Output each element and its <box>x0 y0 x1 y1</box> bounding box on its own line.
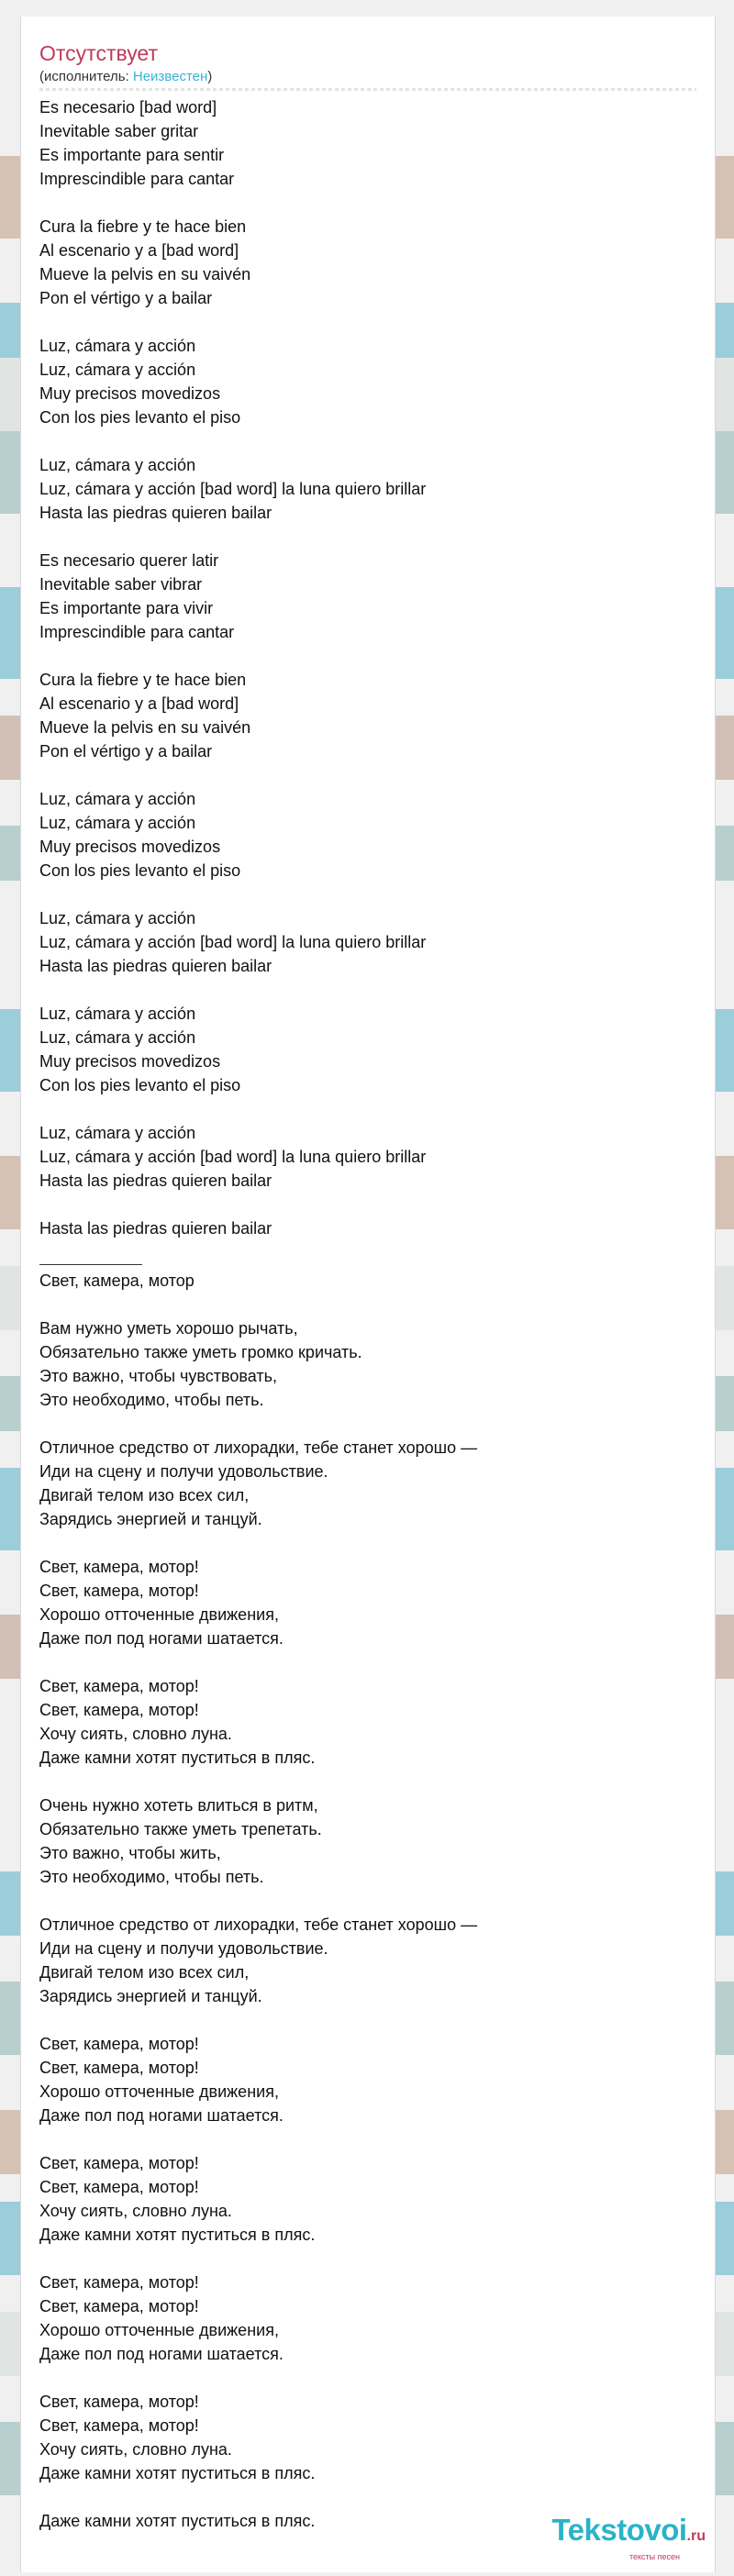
lyric-line: Свет, камера, мотор! <box>39 2154 199 2172</box>
lyric-line: Luz, cámara y acción <box>39 1124 196 1142</box>
lyric-line: Зарядись энергией и танцуй. <box>39 1987 262 2005</box>
stanza <box>39 215 696 310</box>
lyric-line: Muy precisos movedizos <box>39 1052 221 1071</box>
lyric-line: Hasta las piedras quieren bailar <box>39 504 272 522</box>
lyric-line: Свет, камера, мотор <box>39 1271 195 1290</box>
lyric-line: Inevitable saber vibrar <box>39 575 203 594</box>
lyric-line: Даже пол под ногами шатается. <box>39 1629 284 1648</box>
lyric-line: Inevitable saber gritar <box>39 122 199 140</box>
lyric-line: Luz, cámara y acción <box>39 909 196 927</box>
lyric-line: Luz, cámara y acción <box>39 361 196 379</box>
lyric-line: Даже пол под ногами шатается. <box>39 2345 284 2363</box>
artist-suffix: ) <box>207 69 213 84</box>
lyric-line: Pon el vértigo y a bailar <box>39 289 213 307</box>
lyric-line: Al escenario y a [bad word] <box>39 694 239 713</box>
lyric-line: Хочу сиять, словно луна. <box>39 2440 232 2459</box>
lyric-line: Хорошо отточенные движения, <box>39 1605 279 1624</box>
stanza <box>39 1269 696 1293</box>
stanza <box>39 2390 696 2485</box>
translated-lyrics <box>39 1269 696 2533</box>
lyric-line: Свет, камера, мотор! <box>39 2035 199 2053</box>
lyric-line: Свет, камера, мотор! <box>39 2416 199 2435</box>
stanza <box>39 334 696 429</box>
lyric-line: Luz, cámara y acción <box>39 790 196 808</box>
page-title: Отсутствует <box>39 41 158 65</box>
lyric-line: Imprescindible para cantar <box>39 170 235 188</box>
stanza <box>39 1121 696 1193</box>
header-separator <box>39 88 696 91</box>
stanza <box>39 787 696 883</box>
lyric-line: Mueve la pelvis en su vaivén <box>39 265 251 283</box>
lyric-line: Это важно, чтобы жить, <box>39 1844 221 1862</box>
lyric-line: Свет, камера, мотор! <box>39 2273 199 2292</box>
lyric-line: Это необходимо, чтобы петь. <box>39 1868 264 1886</box>
stanza <box>39 549 696 644</box>
lyric-line: Hasta las piedras quieren bailar <box>39 957 272 975</box>
stanza <box>39 668 696 763</box>
lyric-line: Cura la fiebre y te hace bien <box>39 217 247 236</box>
lyric-line: Con los pies levanto el piso <box>39 408 241 427</box>
lyric-line: Хорошо отточенные движения, <box>39 2321 279 2339</box>
logo-name: Tekstovoi <box>551 2513 687 2547</box>
stanza <box>39 1555 696 1650</box>
lyric-line: Иди на сцену и получи удовольствие. <box>39 1939 328 1958</box>
lyrics-card <box>20 17 716 2572</box>
lyric-line: Даже камни хотят пуститься в пляс. <box>39 1749 316 1767</box>
lyric-line: Иди на сцену и получи удовольствие. <box>39 1462 328 1481</box>
lyric-line: Свет, камера, мотор! <box>39 1677 199 1695</box>
lyric-line: Luz, cámara y acción <box>39 337 196 355</box>
lyric-line: Imprescindible para cantar <box>39 623 235 641</box>
lyric-line: Muy precisos movedizos <box>39 384 221 403</box>
stanza <box>39 95 696 191</box>
lyric-line: Свет, камера, мотор! <box>39 1701 199 1719</box>
lyric-line: Es importante para vivir <box>39 599 214 617</box>
original-lyrics <box>39 95 696 1240</box>
lyric-line: Es necesario [bad word] <box>39 98 217 117</box>
lyric-line: Зарядись энергией и танцуй. <box>39 1510 262 1528</box>
lyric-line: Luz, cámara y acción [bad word] la luna quiero brillar <box>39 933 427 951</box>
lyric-line: Con los pies levanto el piso <box>39 861 241 880</box>
lyric-line: Свет, камера, мотор! <box>39 2297 199 2315</box>
lyric-line: Это важно, чтобы чувствовать, <box>39 1367 277 1385</box>
stanza <box>39 453 696 525</box>
lyric-line: Даже камни хотят пуститься в пляс. <box>39 2464 316 2482</box>
lyric-line: Хорошо отточенные движения, <box>39 2082 279 2101</box>
lyrics-body <box>39 95 696 2557</box>
lyric-line: Es importante para sentir <box>39 146 225 164</box>
artist-prefix: (исполнитель: <box>39 69 133 84</box>
lyric-line: Muy precisos movedizos <box>39 838 221 856</box>
stanza <box>39 2151 696 2247</box>
lyric-line: Даже камни хотят пуститься в пляс. <box>39 2512 316 2530</box>
lyric-line: Свет, камера, мотор! <box>39 1558 199 1576</box>
lyric-line: Hasta las piedras quieren bailar <box>39 1219 272 1238</box>
stanza <box>39 2032 696 2127</box>
lyric-line: Pon el vértigo y a bailar <box>39 742 213 761</box>
lyric-line: Luz, cámara y acción <box>39 456 196 474</box>
artist-link[interactable]: Неизвестен <box>132 69 208 84</box>
lyric-line: Luz, cámara y acción [bad word] la luna quiero brillar <box>39 480 427 498</box>
lyric-line: Хочу сиять, словно луна. <box>39 2202 232 2220</box>
lyric-line: Это необходимо, чтобы петь. <box>39 1391 264 1409</box>
lyric-line: Отличное средство от лихорадки, тебе станет хорошо — <box>39 1915 478 1934</box>
site-logo[interactable] <box>551 2515 706 2561</box>
lyric-line: Luz, cámara y acción <box>39 814 196 832</box>
stanza <box>39 1216 696 1240</box>
logo-tagline: тексты песен <box>628 2552 680 2561</box>
stanza <box>39 2271 696 2366</box>
logo-tld: .ru <box>686 2528 706 2544</box>
lyric-line: Свет, камера, мотор! <box>39 2393 199 2411</box>
artist-line <box>39 68 212 86</box>
lyric-line: Es necesario querer latir <box>39 551 219 570</box>
lyric-line: Свет, камера, мотор! <box>39 1582 199 1600</box>
stanza <box>39 906 696 978</box>
lyric-line: Обязательно также уметь громко кричать. <box>39 1343 362 1361</box>
lyric-line: Cura la fiebre y te hace bien <box>39 671 247 689</box>
stanza <box>39 1316 696 1412</box>
lyric-line: Con los pies levanto el piso <box>39 1076 241 1094</box>
lyric-line: Luz, cámara y acción [bad word] la luna quiero brillar <box>39 1148 427 1166</box>
lyric-line: Даже камни хотят пуститься в пляс. <box>39 2226 316 2244</box>
translation-divider <box>39 1264 142 1265</box>
lyric-line: Свет, камера, мотор! <box>39 2178 199 2196</box>
lyric-line: Хочу сиять, словно луна. <box>39 1725 232 1743</box>
lyric-line: Luz, cámara y acción <box>39 1005 196 1023</box>
stanza <box>39 1913 696 2008</box>
lyric-line: Обязательно также уметь трепетать. <box>39 1820 322 1838</box>
lyric-line: Двигай телом изо всех сил, <box>39 1486 250 1505</box>
lyric-line: Отличное средство от лихорадки, тебе станет хорошо — <box>39 1438 478 1457</box>
lyric-line: Al escenario y a [bad word] <box>39 241 239 260</box>
lyric-line: Очень нужно хотеть влиться в ритм, <box>39 1796 318 1815</box>
lyric-line: Свет, камера, мотор! <box>39 2059 199 2077</box>
stanza <box>39 1436 696 1531</box>
lyric-line: Luz, cámara y acción <box>39 1028 196 1047</box>
lyric-line: Вам нужно уметь хорошо рычать, <box>39 1319 298 1338</box>
stanza <box>39 1793 696 1889</box>
lyric-line: Двигай телом изо всех сил, <box>39 1963 250 1982</box>
lyric-line: Даже пол под ногами шатается. <box>39 2106 284 2125</box>
lyric-line: Hasta las piedras quieren bailar <box>39 1171 272 1190</box>
stanza <box>39 1002 696 1097</box>
lyric-line: Mueve la pelvis en su vaivén <box>39 718 251 737</box>
stanza <box>39 1674 696 1770</box>
